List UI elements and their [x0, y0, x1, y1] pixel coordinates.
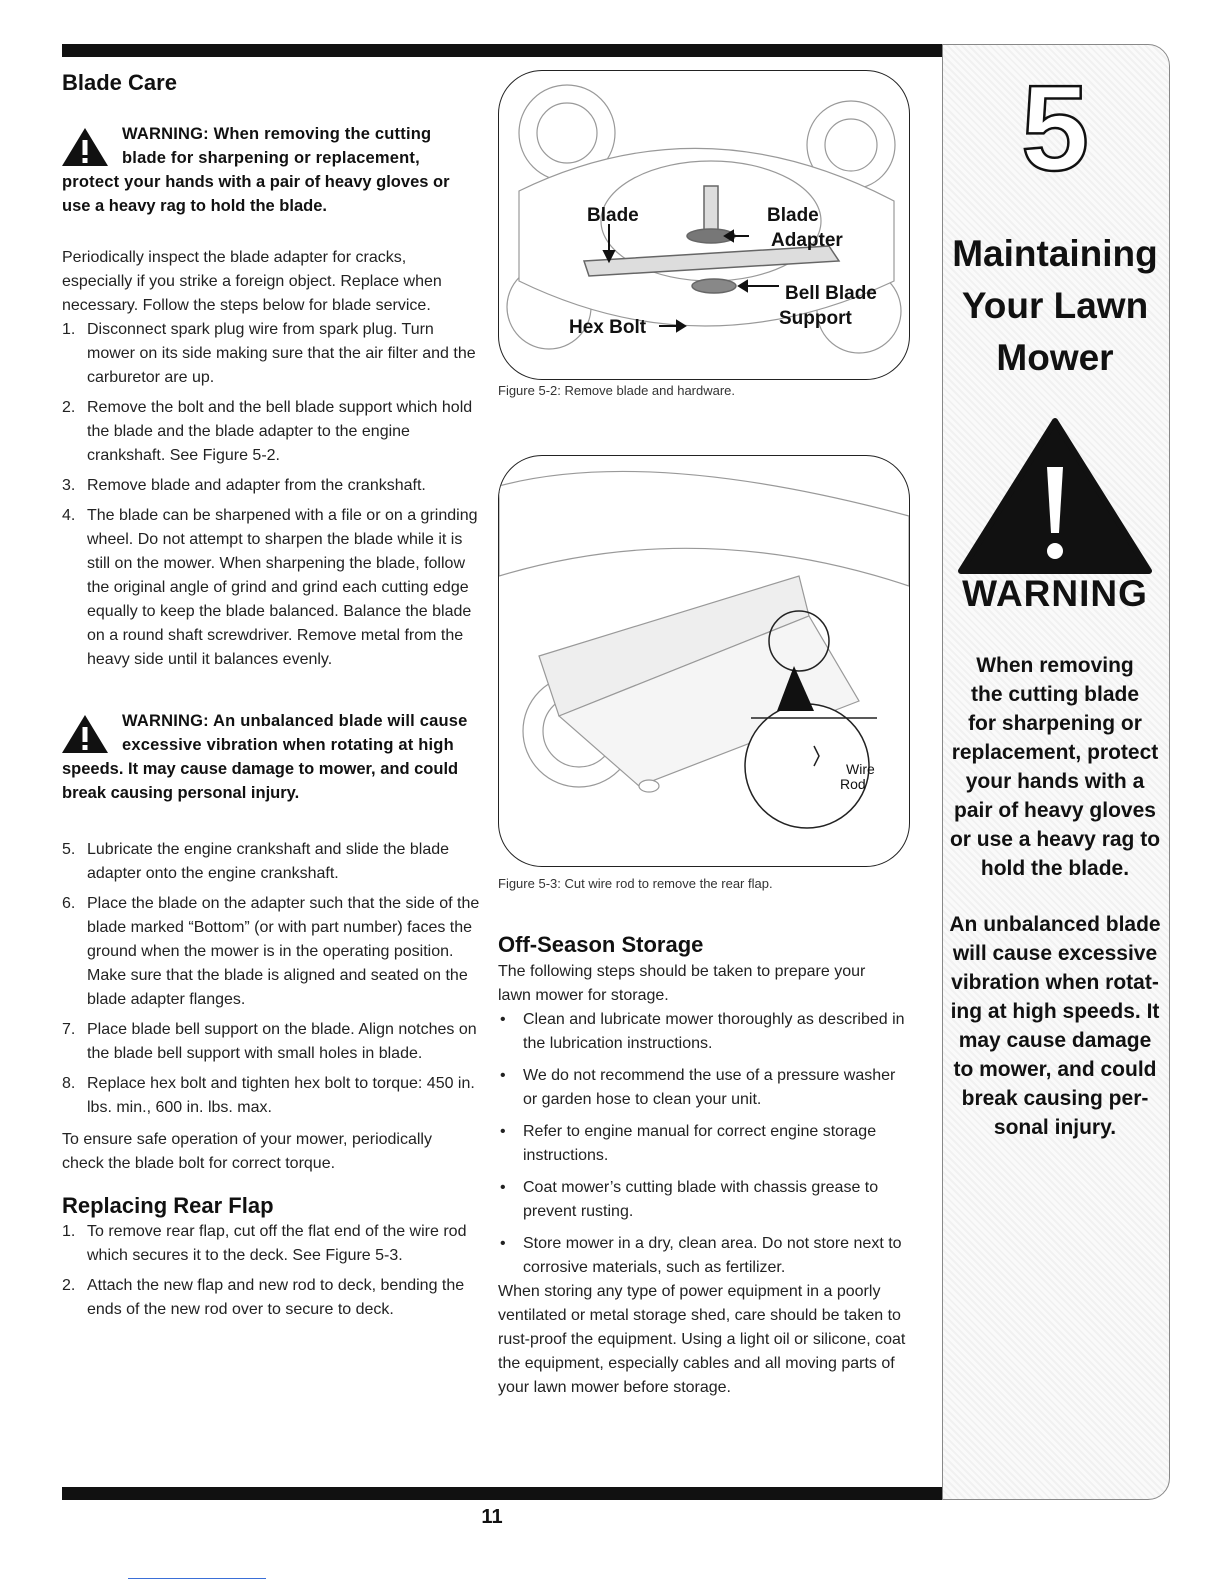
list-item: • Store mower in a dry, clean area. Do not store next to corrosive materials, such as fertilizer.	[498, 1232, 908, 1280]
label-wire: Wire	[846, 761, 875, 777]
blade-care-closing: To ensure safe operation of your mower, periodically check the blade bolt for correct torque.	[62, 1131, 432, 1172]
mower-blade-illustration	[499, 71, 909, 379]
list-item: • Clean and lubricate mower thoroughly as described in the lubrication instructions.	[498, 1008, 908, 1056]
blade-warning-1	[62, 122, 478, 218]
list-item	[62, 396, 482, 468]
blade-steps-b	[62, 838, 482, 1126]
warning-2-lead: WARNING: An unbalanced blade will cause excessive vibration when rotating at high	[122, 712, 468, 754]
list-item	[62, 892, 482, 1012]
step-number: 2.	[62, 1277, 76, 1294]
chapter-title	[942, 228, 1168, 384]
step-number: 4.	[62, 507, 76, 524]
list-item: • Refer to engine manual for correct engine storage instructions.	[498, 1120, 908, 1168]
step-text: To remove rear flap, cut off the flat end of the wire rod which secures it to the deck. See Figure 5-3.	[87, 1223, 467, 1264]
warning-sign-icon	[955, 415, 1155, 575]
warning-1-rest: hands with a pair of heavy gloves or use a heavy rag to hold the blade.	[62, 173, 450, 215]
figure-5-2-image	[498, 70, 910, 380]
step-text: The blade can be sharpened with a file or on a grinding wheel. Do not attempt to sharpen the blade while it is still on the mower. When sharpening the blade, follow the original angle of grind and grind each cutting edge equally to keep the blade balanced. Balance the blade on a round shaft screwdriver. Remove metal from the heavy side until it balances evenly.	[87, 507, 478, 668]
text-line: sonal injury.	[993, 1116, 1117, 1139]
label-adapter-2: Adapter	[771, 230, 843, 251]
list-item: • Coat mower’s cutting blade with chassis grease to prevent rusting.	[498, 1176, 908, 1224]
list-item	[62, 504, 482, 672]
step-number: 3.	[62, 477, 76, 494]
sidebar-warning-text-2	[942, 910, 1168, 1142]
text-line: replacement, protect	[951, 741, 1159, 764]
list-item	[62, 1274, 482, 1322]
storage-bullets	[498, 1008, 908, 1288]
step-text: Remove blade and adapter from the crankshaft.	[87, 477, 426, 494]
text-line: hold the blade.	[980, 857, 1130, 880]
link-underline	[128, 1578, 266, 1579]
warning-triangle-icon	[60, 126, 110, 168]
step-text: Remove the bolt and the bell blade support which hold the blade and the blade adapter to the engine crankshaft. See Figure 5-2.	[87, 399, 473, 464]
warning-label: WARNING	[962, 573, 1148, 614]
step-number: 1.	[62, 1223, 76, 1240]
chapter-number	[942, 68, 1168, 191]
blade-steps-a	[62, 318, 482, 678]
figure-5-3-image	[498, 455, 910, 867]
sidebar-warning-text-1	[942, 651, 1168, 883]
label-bell-blade: Bell Blade	[785, 283, 877, 304]
bottom-rule	[62, 1487, 942, 1500]
step-number: 5.	[62, 841, 76, 858]
list-item	[62, 318, 482, 390]
label-blade: Blade	[587, 205, 639, 226]
chapter-number-graphic	[1000, 68, 1110, 186]
rear-flap-illustration	[499, 456, 909, 866]
step-number: 2.	[62, 399, 76, 416]
text-line: to mower, and could	[953, 1058, 1157, 1081]
label-support: Support	[779, 308, 852, 329]
step-number: 1.	[62, 321, 76, 338]
figure-5-3-caption: Figure 5-3: Cut wire rod to remove the rear flap.	[498, 876, 773, 891]
list-item	[62, 838, 482, 886]
title-line: Maintaining	[952, 233, 1158, 274]
text-line: vibration when rotat-	[951, 971, 1159, 994]
text-line: pair of heavy gloves	[954, 799, 1156, 822]
step-text: Place the blade on the adapter such that the side of the blade marked “Bottom” (or with part number) faces the ground when the mower is in the operating position. Make sure that the blade is aligned and seated on the blade adapter flanges.	[87, 895, 480, 1008]
text-line: When removing	[976, 654, 1134, 677]
step-text: Place blade bell support on the blade. Align notches on the blade bell support with small holes in blade.	[87, 1021, 477, 1062]
rear-flap-steps	[62, 1220, 482, 1328]
text-line: ing at high speeds. It	[950, 1000, 1160, 1023]
list-item	[62, 1220, 482, 1268]
step-text: Disconnect spark plug wire from spark plug. Turn mower on its side making sure that the air filter and the carburetor are up.	[87, 321, 476, 386]
text-line: break causing per-	[961, 1087, 1149, 1110]
step-text: Replace hex bolt and tighten hex bolt to torque: 450 in. lbs. min., 600 in. lbs. max.	[87, 1075, 475, 1116]
text-line: for sharpening or	[968, 712, 1142, 735]
chapter-number-text: 5	[1021, 68, 1089, 186]
label-rod: Rod	[840, 776, 866, 792]
label-adapter-1: Blade	[767, 205, 819, 226]
storage-heading: Off-Season Storage	[498, 932, 704, 957]
top-rule	[62, 44, 942, 57]
blade-warning-2	[62, 709, 478, 805]
text-line: An unbalanced blade	[949, 913, 1161, 936]
warning-2-rest: speeds. It may cause damage to mower, and could break causing personal injury.	[62, 760, 459, 802]
step-number: 6.	[62, 895, 76, 912]
rear-flap-heading: Replacing Rear Flap	[62, 1193, 274, 1218]
text-line: the cutting blade	[971, 683, 1139, 706]
list-item	[62, 1072, 482, 1120]
label-hex-bolt: Hex Bolt	[569, 317, 647, 338]
title-line: Your Lawn	[961, 285, 1149, 326]
warning-triangle-icon	[60, 713, 110, 755]
figure-5-2-caption: Figure 5-2: Remove blade and hardware.	[498, 383, 736, 398]
text-line: will cause excessive	[952, 942, 1158, 965]
text-line: your hands with a	[965, 770, 1145, 793]
list-item: • We do not recommend the use of a pressure washer or garden hose to clean your unit.	[498, 1064, 908, 1112]
storage-closing: When storing any type of power equipment in a poorly ventilated or metal storage shed, care should be taken to rust-proof the equipment. Using a light oil or silicone, coat the equipment, especially cables and all moving parts of your lawn mower before storage.	[498, 1283, 906, 1396]
blade-care-intro: Periodically inspect the blade adapter for cracks, especially if you strike a foreign object. Replace when necessary. Follow the steps below for blade service.	[62, 249, 442, 314]
blade-care-heading: Blade Care	[62, 70, 177, 95]
warning-1-lead: WARNING: When removing the cutting blade for sharpening or replacement, protect your	[62, 125, 432, 191]
list-item	[62, 474, 482, 498]
text-line: may cause damage	[958, 1029, 1152, 1052]
step-number: 8.	[62, 1075, 76, 1092]
list-item	[62, 1018, 482, 1066]
step-text: Lubricate the engine crankshaft and slide the blade adapter onto the engine crankshaft.	[87, 841, 450, 882]
page-number: 11	[481, 1506, 503, 1528]
step-text: Attach the new flap and new rod to deck, bending the ends of the new rod over to secure to deck.	[87, 1277, 465, 1318]
storage-intro: The following steps should be taken to prepare your lawn mower for storage.	[498, 963, 866, 1004]
title-line: Mower	[996, 337, 1114, 378]
step-number: 7.	[62, 1021, 76, 1038]
text-line: or use a heavy rag to	[949, 828, 1161, 851]
